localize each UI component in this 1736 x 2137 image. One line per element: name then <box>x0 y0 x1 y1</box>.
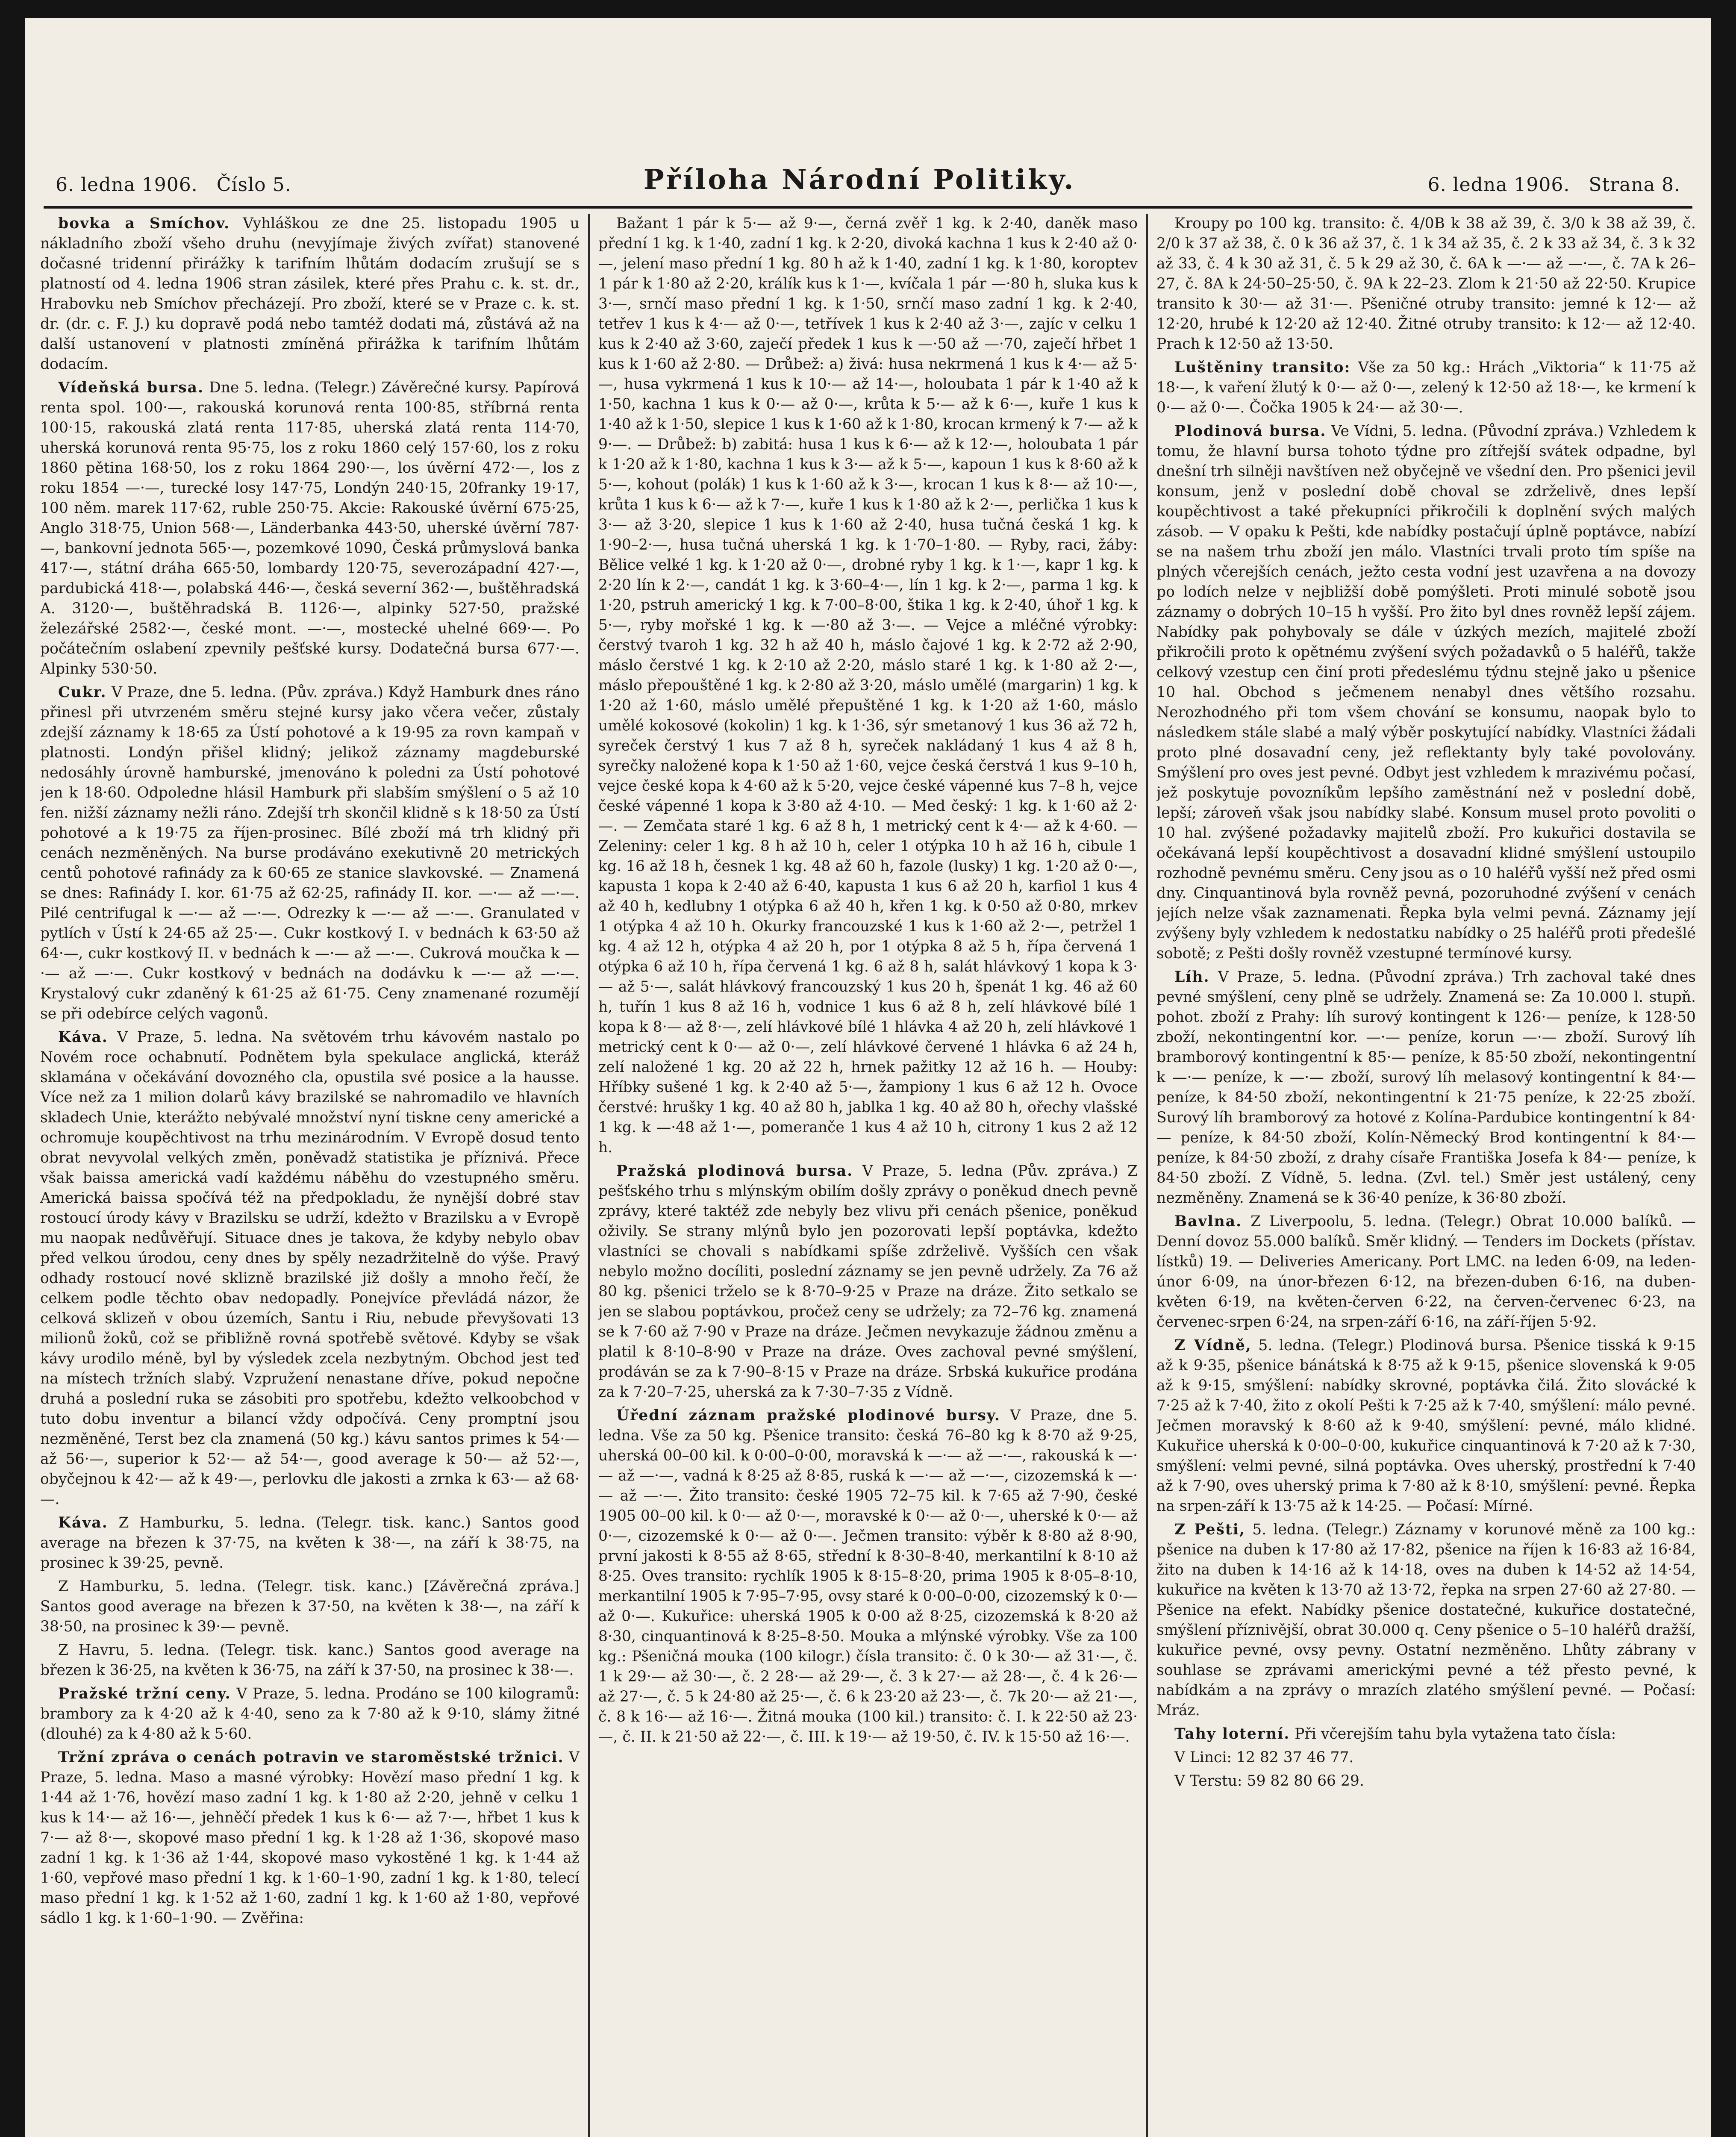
column-3 <box>1156 214 1696 2137</box>
article-paragraph <box>40 1684 580 1744</box>
article-heading: Líh. <box>1174 968 1210 986</box>
article-text: 5. ledna. (Telegr.) Plodinová bursa. Pšenice tisská k 9·15 až k 9·35, pšenice bánátská k 8·75 až k 9·15, pšenice slovenská k 9·05 až k 9·15, smýšlení: nabídky skrovné, poptávka čilá. Žito slovácké k 7·25 až k 7·40, žito z okolí Pešti k 7·25 až k 7·40, smýšlení: málo pevné. Ječmen moravský k 8·60 až k 9·40, smýšlení: pevné, málo klidné. Kukuřice uherská k 0·00–0·00, kukuřice cinquantinová k 7·20 až k 7·30, smýšlení: velmi pevné, silná poptávka. Oves uherský, prostřední k 7·40 až k 7·90, oves uherský prima k 7·80 až k 8·10, smýšlení: pevné. Řepka na srpen-září k 13·75 až k 14·25. — Počasí: Mírné. <box>1156 1337 1696 1515</box>
article-paragraph <box>1156 1520 1696 1721</box>
header-rule <box>44 206 1692 209</box>
article-paragraph <box>1156 214 1696 354</box>
article-text: V Terstu: 59 82 80 66 29. <box>1174 1772 1364 1790</box>
header-issue: Číslo 5. <box>216 174 291 196</box>
article-heading: Káva. <box>58 1514 108 1531</box>
column-divider-1 <box>588 214 590 2137</box>
article-heading: bovka a Smíchov. <box>58 215 230 232</box>
article-paragraph <box>40 1577 580 1637</box>
article-heading: Cukr. <box>58 684 107 701</box>
header-right <box>1428 174 1680 196</box>
article-paragraph <box>40 1748 580 1928</box>
article-paragraph <box>1156 1724 1696 1744</box>
article-text: V Praze, 5. ledna (Pův. zpráva.) Z pešťského trhu s mlýnským obilím došly zprávy o poněkud dnech pevně zprávy, které taktéž zde nebyly bez vlivu při cenách pšenice, poněkud oživily. Se strany mlýnů bylo jen pozorovati lepší poptávka, kdežto vlastníci se chovali s nabídkami spíše zdrželivě. Vyšších cen však nebylo možno docíliti, poslední záznamy se jen pevně udržely. Za 76 až 80 kg. pšenici trželo se k 8·70–9·25 v Praze na dráze. Žito setkalo se jen se slabou poptávkou, pročež ceny se udržely; za 72–76 kg. znamená se k 7·60 až 7·90 v Praze na dráze. Ječmen nevykazuje žádnou změnu a platil k 8·10–8·90 v Praze na dráze. Oves zachoval pevné smýšlení, prodáván se za k 7·90–8·15 v Praze na dráze. Srbská kukuřice prodána za k 7·20–7·25, uherská za k 7·30–7·35 z Vídně. <box>598 1163 1138 1401</box>
article-text: V Linci: 12 82 37 46 77. <box>1174 1749 1354 1766</box>
article-heading: Tržní zpráva o cenách potravin ve staroměstské tržnici. <box>58 1749 564 1766</box>
article-text: V Praze, dne 5. ledna. (Pův. zpráva.) Když Hamburk dnes ráno přinesl při utvrzeném směru stejné kursy jako včera večer, zůstaly zdejší záznamy k 18·65 za Ústí pohotové a k 19·95 za rovn kampaň v platnosti. Londýn přišel klidný; jelikož záznamy magdeburské nedosáhly úrovně hamburské, jmenováno k poledni za Ústí pohotové jen k 18·60. Odpoledne hlásil Hamburk při slabším smýšlení o 5 až 10 fen. nižší záznamy nežli ráno. Zdejší trh skončil klidně s k 18·50 za Ústí pohotové a k 19·75 za říjen-prosinec. Bílé zboží má trh klidný při cenách nezměněných. Na burse prodáváno exekutivně 20 metrických centů pohotové rafinády za k 60·65 ze stanice slavkovské. — Znamená se dnes: Rafinády I. kor. 61·75 až 62·25, rafinády II. kor. —·— až —·—. Pilé centrifugal k —·— až —·—. Odrezky k —·— až —·—. Granulated v pytlích v Ústí k 24·65 až 25·—. Cukr kostkový I. v bednách k 63·50 až 64·—, cukr kostkový II. v bednách k —·— až —·—. Cukrová moučka k —·— až —·—. Cukr kostkový v bednách na dodávku k —·— až —·—. Krystalový cukr zdaněný k 61·25 až 61·75. Ceny znamenané rozumějí se při odebírce celých vagonů. <box>40 684 580 1022</box>
article-paragraph <box>40 1640 580 1681</box>
article-text: Z Havru, 5. ledna. (Telegr. tisk. kanc.) Santos good average na březen k 36·25, na květen k 36·75, na září k 37·50, na prosinec k 38·—. <box>40 1642 580 1679</box>
article-text: Z Hamburku, 5. ledna. (Telegr. tisk. kanc.) Santos good average na březen k 37·75, na květen k 38·—, na září k 38·75, na prosinec k 39·25, pevně. <box>40 1514 580 1572</box>
article-text: 5. ledna. (Telegr.) Záznamy v korunové měně za 100 kg.: pšenice na duben k 17·80 až 17·82, pšenice na říjen k 16·83 až 16·84, žito na duben k 14·16 až k 14·18, oves na duben k 14·52 až 14·54, kukuřice na květen k 13·70 až 13·72, řepka na srpen 27·60 až 27·80. — Pšenice na efekt. Nabídky pšenice dostatečné, kukuřice dostatečné, smýšlení příznivější, obrat 30.000 q. Ceny pšenice o 5–10 haléřů dražší, kukuřice pevné, ovsy pevny. Ostatní nezměněno. Lhůty zábrany v souhlase se zprávami americkými pevné a též přesto pevné, k nabídkám a na zprávy o mrazích zlatého smýšlení pevné. — Počasí: Mráz. <box>1156 1521 1696 1719</box>
column-1 <box>40 214 580 2137</box>
header-left <box>56 174 291 196</box>
header-date-left: 6. ledna 1906. <box>56 174 198 196</box>
article-heading: Bavlna. <box>1174 1213 1242 1230</box>
article-paragraph <box>1156 1771 1696 1791</box>
article-heading: Luštěniny transito: <box>1174 359 1351 376</box>
article-paragraph <box>40 1513 580 1573</box>
article-heading: Z Pešti, <box>1174 1521 1245 1538</box>
article-heading: Úřední záznam pražské plodinové bursy. <box>616 1407 1000 1424</box>
article-heading: Káva. <box>58 1029 108 1046</box>
article-text: Vše za 50 kg.: Hrách „Viktoria“ k 11·75 až 18·—, k vaření žlutý k 0·— až 0·—, zelený k 12·50 až 18·—, ke krmení k 0·— až 0·—. Čočka 1905 k 24·— až 30·—. <box>1156 359 1696 416</box>
article-text: Kroupy po 100 kg. transito: č. 4/0B k 38 až 39, č. 3/0 k 38 až 39, č. 2/0 k 37 až 38, č. 0 k 36 až 37, č. 1 k 34 až 35, č. 2 k 33 až 34, č. 3 k 32 až 33, č. 4 k 30 až 31, č. 5 k 29 až 30, č. 6A k —·— až —·—, č. 7A k 26–27, č. 8A k 24·50–25·50, č. 9A k 22–23. Zlom k 21·50 až 22·50. Krupice transito k 30·— až 31·—. Pšeničné otruby transito: jemné k 12·— až 12·20, hrubé k 12·20 až 12·40. Žitné otruby transito: k 12·— až 12·40. Prach k 12·50 až 13·50. <box>1156 215 1696 353</box>
article-paragraph <box>1156 967 1696 1208</box>
article-paragraph <box>1156 1336 1696 1516</box>
article-heading: Vídeňská bursa. <box>58 379 204 396</box>
article-text: V Praze, 5. ledna. Prodáno se 100 kilogramů: brambory za k 4·20 až k 4·40, seno za k 7·80 až k 9·10, slámy žitné (dlouhé) za k 4·80 až k 5·60. <box>40 1685 580 1743</box>
article-paragraph <box>40 214 580 374</box>
article-paragraph <box>40 1027 580 1510</box>
column-divider-2 <box>1146 214 1148 2137</box>
article-text: V Praze, 5. ledna. Na světovém trhu kávovém nastalo po Novém roce ochabnutí. Podnětem byla spekulace anglická, kteráž sklamána v očekávání dovozného cla, opustila své posice a la hausse. Více než za 1 milion dolarů kávy brazilské se nahromadilo ve hlavních skladech Unie, kterážto nebývalé množství nyní tiskne ceny americké a ochromuje koupěchtivost na trhu mezinárodním. V Evropě dosud tento obrat nevyvolal velkých změn, poněvadž statistika je příznivá. Přece však baissa americká vadí každému náběhu do vzestupného směru. Americká baissa spočívá též na předpokladu, že nynější dobré stav rostoucí úrody kávy v Brazilsku se udrží, kdežto v Brazilsku a v Evropě mu naopak nedůvěřují. Situace dnes je takova, že kdyby nebylo obav před velkou úrodou, ceny dnes by spěly nezadržitelně do výše. Pravý odhady rostoucí nové sklizně brazilské již došly a mnoho řečí, že celkem podle těchto obav nedopadly. Ponejvíce převládá názor, že celková sklizeň v obou územích, Santu i Riu, nebude převyšovati 13 milionů žoků, což se přibližně rovná spotřebě světové. Kdyby se však kávy urodilo méně, byl by výsledek zcela nezbytným. Obchod jest teď na místech tržních slabý. Vzpružení nenastane dříve, pokud nepočne druhá a poslední ruka se zásobiti pro spotřebu, kdežto velkoobchod v tuto dobu inventur a bilancí vždy odpočívá. Ceny promptní jsou nezměněné, Terst bez cla znamená (50 kg.) kávu santos primes k 54·— až 56·—, superior k 52·— až 54·—, good average k 50·— až 52·—, obyčejnou k 42·— až k 49·—, perlovku dle jakosti a zrnka k 63·— až 68·—. <box>40 1029 580 1508</box>
article-text: Z Hamburku, 5. ledna. (Telegr. tisk. kanc.) [Závěrečná zpráva.] Santos good average na březen k 37·50, na květen k 38·—, na září k 38·50, na prosinec k 39·— pevně. <box>40 1578 580 1635</box>
article-text: Z Liverpoolu, 5. ledna. (Telegr.) Obrat 10.000 balíků. — Denní dovoz 55.000 balíků. Směr klidný. — Tenders im Dockets (přístav. lístků) 19. — Deliveries Americany. Port LMC. na leden 6·09, na leden-únor 6·09, na únor-březen 6·12, na březen-duben 6·16, na duben-květen 6·19, na květen-červen 6·22, na červen-červenec 6·23, na červenec-srpen 6·24, na srpen-září 6·16, na září-říjen 5·92. <box>1156 1213 1696 1330</box>
header-title: Příloha Národní Politiky. <box>643 164 1076 196</box>
article-paragraph <box>598 1406 1138 1747</box>
article-paragraph <box>1156 1212 1696 1332</box>
article-paragraph <box>1156 358 1696 418</box>
page-header <box>25 18 1711 202</box>
article-text: Vyhláškou ze dne 25. listopadu 1905 u nákladního zboží všeho druhu (nevyjímaje živých zvířat) stanovené dočasné tridenní přirážky k tarifním lhůtám dodacím zrušují se s platností od 4. ledna 1906 stran zásilek, které přes Prahu c. k. st. dr., Hrabovku neb Smíchov přecházejí. Pro zboží, které se v Praze c. k. st. dr. (dr. c. F. J.) ku dopravě podá nebo tamtéž dodati má, zůstává až na další ustanovení v platnosti zmíněná přirážka k tarifním lhůtám dodacím. <box>40 215 580 373</box>
article-paragraph <box>40 378 580 679</box>
article-paragraph <box>40 683 580 1024</box>
article-heading: Pražská plodinová bursa. <box>616 1163 853 1180</box>
newspaper-page <box>25 18 1711 2137</box>
article-heading: Z Vídně, <box>1174 1337 1252 1354</box>
article-paragraph <box>598 1161 1138 1402</box>
article-text: V Praze, 5. ledna. Maso a masné výrobky: Hovězí maso přední 1 kg. k 1·44 až 1·76, hovězí maso zadní 1 kg. k 1·80 až 2·20, jehně v celku 1 kus k 14·— až 16·—, jehněčí předek 1 kus k 6·— až 7·—, hřbet 1 kus k 7·— až 8·—, skopové maso přední 1 kg. k 1·28 až 1·36, skopové maso zadní 1 kg. k 1·36 až 1·44, skopové maso vykostěné 1 kg. k 1·44 až 1·60, vepřové maso přední 1 kg. k 1·60–1·90, zadní 1 kg. k 1·80, telecí maso přední 1 kg. k 1·52 až 1·60, zadní 1 kg. k 1·60 až 1·80, vepřové sádlo 1 kg. k 1·60–1·90. — Zvěřina: <box>40 1749 580 1927</box>
header-page-number: Strana 8. <box>1589 174 1680 196</box>
article-text: Při včerejším tahu byla vytažena tato čísla: <box>1295 1725 1616 1743</box>
article-text: Dne 5. ledna. (Telegr.) Závěrečné kursy. Papírová renta spol. 100·—, rakouská korunová renta 100·85, stříbrná renta 100·15, rakouská zlatá renta 117·85, uherská zlatá renta 114·70, uherská korunová renta 95·75, los z roku 1860 celý 157·60, los z roku 1860 pětina 168·50, los z roku 1864 290·—, los úvěrní 472·—, los z roku 1854 —·—, turecké losy 147·75, Londýn 240·15, 20franky 19·17, 100 něm. marek 117·62, ruble 250·75. Akcie: Rakouské úvěrní 675·25, Anglo 318·75, Union 568·—, Länderbanka 443·50, uherské úvěrní 787·—, bankovní jednota 565·—, pozemkové 1090, Česká průmyslová banka 417·—, státní dráha 665·50, lombardy 120·75, severozápadní 427·—, pardubická 418·—, polabská 446·—, česká severní 362·—, buštěhradská A. 3120·—, buštěhradská B. 1126·—, alpinky 527·50, pražské železářské 2582·—, české mont. —·—, mostecké uhelné 669·—. Po počátečním oslabení zpevnily pešťské kursy. Dodatečná bursa 677·—. Alpinky 530·50. <box>40 379 580 677</box>
header-date-right: 6. ledna 1906. <box>1427 174 1570 196</box>
article-heading: Pražské tržní ceny. <box>58 1685 231 1702</box>
article-paragraph <box>1156 421 1696 964</box>
article-heading: Tahy loterní. <box>1174 1725 1290 1743</box>
column-2 <box>598 214 1138 2137</box>
article-heading: Plodinová bursa. <box>1174 423 1327 440</box>
article-text: Bažant 1 pár k 5·— až 9·—, černá zvěř 1 kg. k 2·40, daněk maso přední 1 kg. k 1·40, zadní 1 kg. k 2·20, divoká kachna 1 kus k 2·40 až 0·—, jelení maso přední 1 kg. 80 h až k 1·40, zadní 1 kg. k 1·80, koroptev 1 pár k 1·80 až 2·20, králík kus k 1·—, kvíčala 1 pár —·80 h, sluka kus k 3·—, srnčí maso přední 1 kg. k 1·50, srnčí maso zadní 1 kg. k 2·40, tetřev 1 kus k 4·— až 0·—, tetřívek 1 kus k 2·40 až 3·—, zajíc v celku 1 kus k 2·40 až 3·60, zaječí předek 1 kus k —·50 až —·70, zaječí hřbet 1 kus k 1·60 až 2·80. — Drůbež: a) živá: husa nekrmená 1 kus k 4·— až 5·—, husa vykrmená 1 kus k 10·— až 14·—, holoubata 1 pár k 1·40 až k 1·50, kachna 1 kus k 0·— až 0·—, krůta k 5·— až k 6·—, kuře 1 kus k 1·40 až k 1·50, slepice 1 kus k 1·60 až k 1·80, krocan krmený k 7·— až k 9·—. — Drůbež: b) zabitá: husa 1 kus k 6·— až k 12·—, holoubata 1 pár k 1·20 až k 1·80, kachna 1 kus k 3·— až k 5·—, kapoun 1 kus k 8·60 až k 5·—, kohout (polák) 1 kus k 1·60 až k 3·—, krocan 1 kus k 8·— až 10·—, krůta 1 kus k 6·— až k 7·—, kuře 1 kus k 1·80 až k 2·—, perlička 1 kus k 3·— až 3·20, slepice 1 kus k 1·60 až 2·40, husa tučná česká 1 kg. k 1·90–2·—, husa tučná uherská 1 kg. k 1·70–1·80. — Ryby, raci, žáby: Bělice velké 1 kg. k 1·20 až 0·—, drobné ryby 1 kg. k 1·—, kapr 1 kg. k 2·20 lín k 2·—, candát 1 kg. k 3·60–4·—, lín 1 kg. k 2·—, parma 1 kg. k 1·20, pstruh americký 1 kg. k 7·00–8·00, štika 1 kg. k 2·40, úhoř 1 kg. k 5·—, ryby mořské 1 kg. k —·80 až 3·—. — Vejce a mléčné výrobky: čerstvý tvaroh 1 kg. 32 h až 40 h, máslo čajové 1 kg. k 2·72 až 2·90, máslo čerstvé 1 kg. k 2·10 až 2·20, máslo staré 1 kg. k 1·80 až 2·—, máslo přepouštěné 1 kg. k 2·80 až 3·20, máslo umělé (margarin) 1 kg. k 1·20 až 1·60, máslo umělé přepuštěné 1 kg. k 1·20 až 1·60, máslo umělé kokosové (kokolin) 1 kg. k 1·36, sýr smetanový 1 kus 36 až 72 h, syreček čerstvý 1 kus 7 až 8 h, syreček nakládaný 1 kus 4 až 8 h, syrečky naložené kopa k 1·50 až 1·60, vejce česká čerstvá 1 kus 9–10 h, vejce české kopa k 4·60 až k 5·20, vejce české vápenné kus 7–8 h, vejce české vápenné 1 kopa k 3·80 až 4·10. — Med český: 1 kg. k 1·60 až 2·—. — Zemčata staré 1 kg. 6 až 8 h, 1 metrický cent k 4·— až k 4·60. — Zeleniny: celer 1 kg. 8 h až 10 h, celer 1 otýpka 10 h až 16 h, cibule 1 kg. 16 až 18 h, česnek 1 kg. 48 až 60 h, fazole (lusky) 1 kg. 1·20 až 0·—, kapusta 1 kopa k 2·40 až 6·40, kapusta 1 kus 6 až 20 h, karfiol 1 kus 4 až 40 h, kedlubny 1 otýpka 6 až 40 h, křen 1 kg. k 0·50 až 0·80, mrkev 1 otýpka 4 až 10 h. Okurky francouzské 1 kus k 1·60 až 2·—, petržel 1 kg. 4 až 12 h, otýpka 4 až 20 h, por 1 otýpka 8 až 5 h, řípa červená 1 otýpka 6 až 10 h, řípa červená 1 kg. 6 až 8 h, salát hlávkový 1 kopa k 3·— až 5·—, salát hlávkový francouzský 1 kus 20 h, špenát 1 kg. 46 až 60 h, tuřín 1 kus 8 až 16 h, vodnice 1 kus 6 až 8 h, zelí hlávkové bílé 1 kopa k 8·— až 8·—, zelí hlávkové bílé 1 hlávka 4 až 20 h, zelí hlávkové 1 metrický cent k 0·— až 0·—, zelí hlávkové červené 1 hlávka 6 až 24 h, zelí naložené 1 kg. 20 až 22 h, hrnek pažitky 12 až 16 h. — Houby: Hříbky sušené 1 kg. k 2·40 až 5·—, žampiony 1 kus 6 až 12 h. Ovoce čerstvé: hrušky 1 kg. 40 až 80 h, jablka 1 kg. 40 až 80 h, ořechy vlašské 1 kg. k —·48 až 1·—, pomeranče 1 kus 4 až 10 h, citrony 1 kus 2 až 12 h. <box>598 215 1138 1156</box>
article-text: V Praze, 5. ledna. (Původní zpráva.) Trh zachoval také dnes pevné smýšlení, ceny plně se udržely. Znamená se: Za 10.000 l. stupň. pohot. zboží z Prahy: líh surový kontingent k 126·— peníze, k 128·50 zboží, nekontingentní kor. —·— peníze, korun —·— zboží. Surový líh bramborový kontingentní k 85·— peníze, k 85·50 zboží, nekontingentní k —·— peníze, k —·— zboží, surový líh melasový kontingentní k 84·— peníze, k 84·50 zboží, nekontingentní k 21·75 peníze, k 22·25 zboží. Surový líh bramborový za hotové z Kolína-Pardubice kontingentní k 84·— peníze, k 84·50 zboží, Kolín-Německý Brod kontingentní k 84·— peníze, k 84·50 zboží, z drahy císaře Františka Josefa k 84·— peníze, k 84·50 zboží. Z Vídně, 5. ledna. (Zvl. tel.) Směr jest ustálený, ceny nezměněny. Znamená se k 36·40 peníze, k 36·80 zboží. <box>1156 968 1696 1207</box>
article-paragraph <box>1156 1748 1696 1768</box>
article-text: V Praze, dne 5. ledna. Vše za 50 kg. Pšenice transito: česká 76–80 kg k 8·70 až 9·25, uherská 00–00 kil. k 0·00–0·00, moravská k —·— až —·—, rakouská k —·— až —·—, vadná k 8·25 až 8·85, ruská k —·— až —·—, cizozemská k —·— až —·—. Žito transito: české 1905 72–75 kil. k 7·65 až 7·90, české 1905 00–00 kil. k 0·— až 0·—, moravské k 0·— až 0·—, uherské k 0·— až 0·—, cizozemské k 0·— až 0·—. Ječmen transito: výběr k 8·80 až 8·90, první jakosti k 8·55 až 8·65, střední k 8·30–8·40, merkantilní k 8·10 až 8·25. Oves transito: rychlík 1905 k 8·15–8·20, prima 1905 k 8·05–8·10, merkantilní 1905 k 7·95–7·95, ovsy staré k 0·00–0·00, cizozemský k 0·— až 0·—. Kukuřice: uherská 1905 k 0·00 až 8·25, cizozemská k 8·20 až 8·30, cinquantinová k 8·25–8·50. Mouka a mlýnské výrobky. Vše za 100 kg.: Pšeničná mouka (100 kilogr.) čísla transito: č. 0 k 30·— až 31·—, č. 1 k 29·— až 30·—, č. 2 28·— až 29·—, č. 3 k 27·— až 28·—, č. 4 k 26·— až 27·—, č. 5 k 24·80 až 25·—, č. 6 k 23·20 až 23·—, č. 7k 20·— až 21·—, č. 8 k 16·— až 16·—. Žitná mouka (100 kil.) transito: č. I. k 22·50 až 23·—, č. II. k 21·50 až 22·—, č. III. k 19·— až 19·50, č. IV. k 15·50 až 16·—. <box>598 1407 1138 1746</box>
article-paragraph <box>598 214 1138 1158</box>
article-text: Ve Vídni, 5. ledna. (Původní zpráva.) Vzhledem k tomu, že hlavní bursa tohoto týdne pro zítřejší svátek odpadne, byl dnešní trh silněji navštíven než obyčejně ve všední den. Pro pšenici jevil konsum, jenž v poslední době choval se zdrželivě, dnes lepší koupěchtivost a také překupníci přikročili k doplnění svých malých zásob. — V opaku k Pešti, kde nabídky postačují úplně poptávce, nabízí se na našem trhu zboží jen málo. Vlastníci trvali proto tím spíše na plných včerejších cenách, ježto cesta vodní jest uzavřena a na dovozy po lodích nelze v nejbližší době pomýšleti. Proti minulé sobotě jsou záznamy o dobrých 10–15 h vyšší. Pro žito byl dnes rovněž lepší zájem. Nabídky pak pohybovaly se dále v úzkých mezích, majitelé zboží přikročili proto k opětnému zvýšení svých požadavků o 5 haléřů, takže celkový vzestup cen činí proti předeslému týdnu stejně jako u pšenice 10 hal. Obchod s ječmenem nenabyl dnes většího rozsahu. Nerozhodného při tom všem chování se konsumu, naopak bylo to následkem stále slabé a malý výběr poskytující nabídky. Vlastníci žádali proto plné dosavadní ceny, jež reflektanty byly také povolovány. Smýšlení pro oves jest pevné. Odbyt jest vzhledem k mrazivému počasí, jež poskytuje povozníkům lepšího zaměstnání než v poslední době, lepší; zároveň však jsou nabídky slabé. Konsum musel proto povoliti o 10 hal. zvýšené požadavky majitelů zboží. Pro kukuřici dostavila se očekávaná lepší koupěchtivost a dosavadní klidné smýšlení ustoupilo rozhodně pevnému směru. Ceny jsou as o 10 haléřů vyšší než před osmi dny. Cinquantinová byla rovněž pevná, pozoruhodné zvýšení v cenách jejích nelze však zaznamenati. Řepka byla velmi pevná. Záznamy její zvýšeny byly vzhledem k nedostatku nabídky o 25 haléřů proti předešlé sobotě; z Pešti došly rovněž vzestupné termínové kursy. <box>1156 423 1696 962</box>
